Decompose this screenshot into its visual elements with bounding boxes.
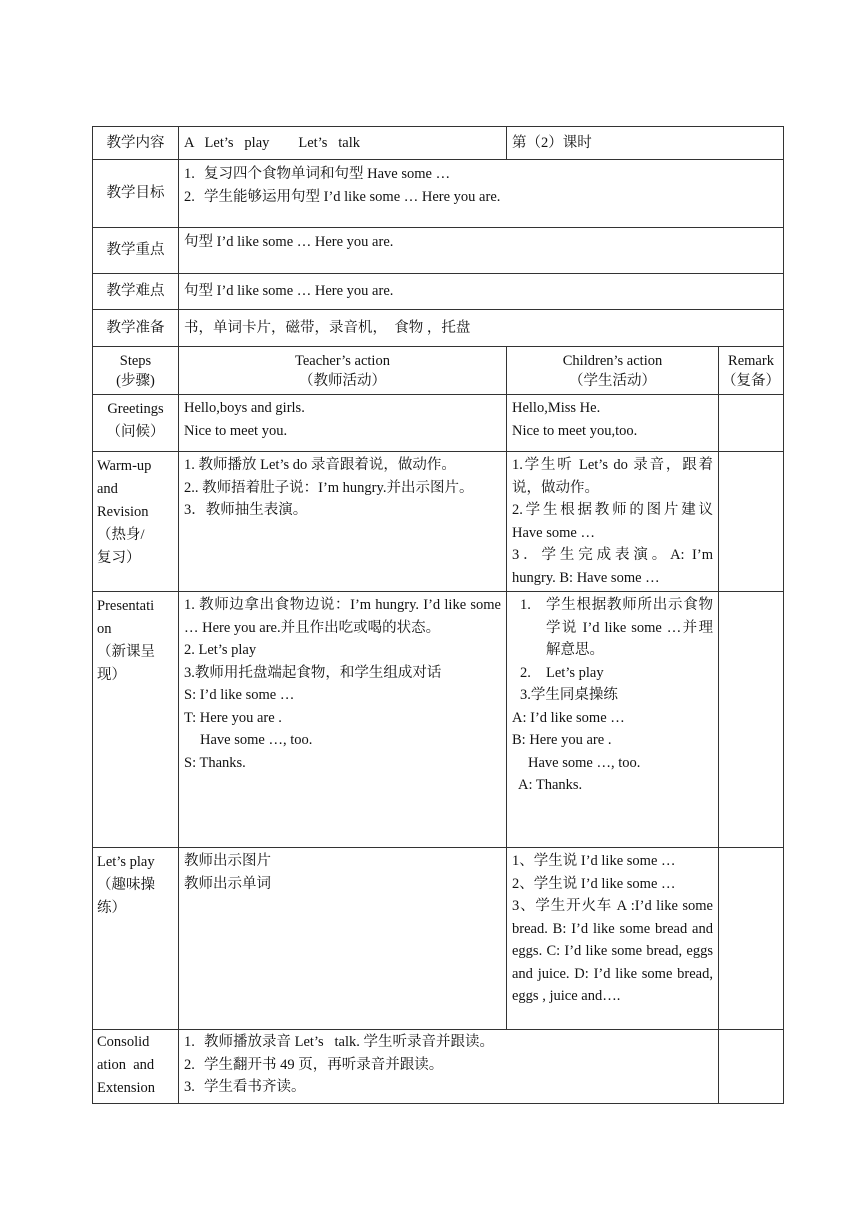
difficulties-value: 句型 I’d like some … Here you are. [179,274,784,310]
key-points-label: 教学重点 [93,228,179,274]
letsplay-remark [719,848,784,1030]
presentation-child-item-1: 1. 学生根据教师所出示食物学说 I’d like some …并理解意思。 [520,597,713,658]
key-points-row [93,228,784,274]
greetings-remark [719,395,784,452]
presentation-child-item-2: 2. Let’s play [520,664,604,681]
objectives-list [179,160,784,228]
presentation-teacher: 1. 教师边拿出食物边说：I’m hungry. I’d like some … Here you are.并且作出吃或喝的状态。 2. Let’s play 3.教师用托盘端起食物，和学生组成对话 S: I’d like some … T: Here you are . Have some …, too. S: Thanks. [179,592,507,848]
consolidation-remark [719,1030,784,1104]
objective-item: 1. 复习四个食物单词和句型 Have some … [184,166,451,182]
presentation-row [93,592,784,848]
warmup-label: Warm-up and Revision （热身/ 复习） [93,452,179,592]
greetings-children: Hello,Miss He. Nice to meet you,too. [507,395,719,452]
consolidation-item: 2. 学生翻开书 49 页，再听录音并跟读。 [184,1056,444,1073]
letsplay-teacher: 教师出示图片 教师出示单词 [179,848,507,1030]
greetings-teacher: Hello,boys and girls. Nice to meet you. [179,395,507,452]
consolidation-list [179,1030,719,1104]
objective-item: 2. 学生能够运用句型 I’d like some … Here you are. [184,188,501,205]
content-row [93,127,784,160]
consolidation-item: 3. 学生看书齐读。 [184,1079,306,1095]
preparation-value: 书，单词卡片，磁带，录音机， 食物 ，托盘 [179,310,784,347]
difficulties-row [93,274,784,310]
warmup-children: 1.学生听 Let’s do 录音，跟着说，做动作。 2.学生根据教师的图片建议 Have some … 3．学生完成表演。A: I’m hungry. B: Have some … [507,452,719,592]
objectives-label: 教学目标 [93,160,179,228]
greetings-label: Greetings （问候） [93,395,179,452]
steps-header-row [93,347,784,395]
header-teacher: Teacher’s action （教师活动） [179,347,507,395]
letsplay-label: Let’s play （趣味操 练） [93,848,179,1030]
content-label: 教学内容 [93,127,179,160]
objectives-row [93,160,784,228]
letsplay-children: 1、学生说 I’d like some … 2、学生说 I’d like some … 3、学生开火车 A :I’d like some bread. B: I’d like some bread and eggs. C: I’d like some bread, eggs and juice. D: I’d like some bread, eggs , juice and…. [507,848,719,1030]
preparation-label: 教学准备 [93,310,179,347]
period-value: 第（2）课时 [507,127,784,160]
consolidation-item: 1. 教师播放录音 Let’s talk. 学生听录音并跟读。 [184,1034,494,1050]
warmup-remark [719,452,784,592]
content-value: A Let’s play Let’s talk [179,127,507,160]
presentation-children: 1. 学生根据教师所出示食物学说 I’d like some …并理解意思。 2. Let’s play 3.学生同桌操练 A: I’d like some … B: Here you are . Have some …, too. A: Thanks. [507,592,719,848]
header-children: Children’s action （学生活动） [507,347,719,395]
consolidation-label: Consolid ation and Extension [93,1030,179,1104]
header-steps: Steps (步骤) [93,347,179,395]
consolidation-row [93,1030,784,1104]
presentation-label: Presentati on （新课呈 现） [93,592,179,848]
letsplay-row [93,848,784,1030]
lesson-plan-table [92,126,784,1104]
presentation-remark [719,592,784,848]
header-remark: Remark （复备） [719,347,784,395]
greetings-row [93,395,784,452]
preparation-row [93,310,784,347]
warmup-row [93,452,784,592]
key-points-value: 句型 I’d like some … Here you are. [179,228,784,274]
warmup-teacher: 1. 教师播放 Let’s do 录音跟着说，做动作。 2.. 教师捂着肚子说：I’m hungry.并出示图片。 3．教师抽生表演。 [179,452,507,592]
difficulties-label: 教学难点 [93,274,179,310]
